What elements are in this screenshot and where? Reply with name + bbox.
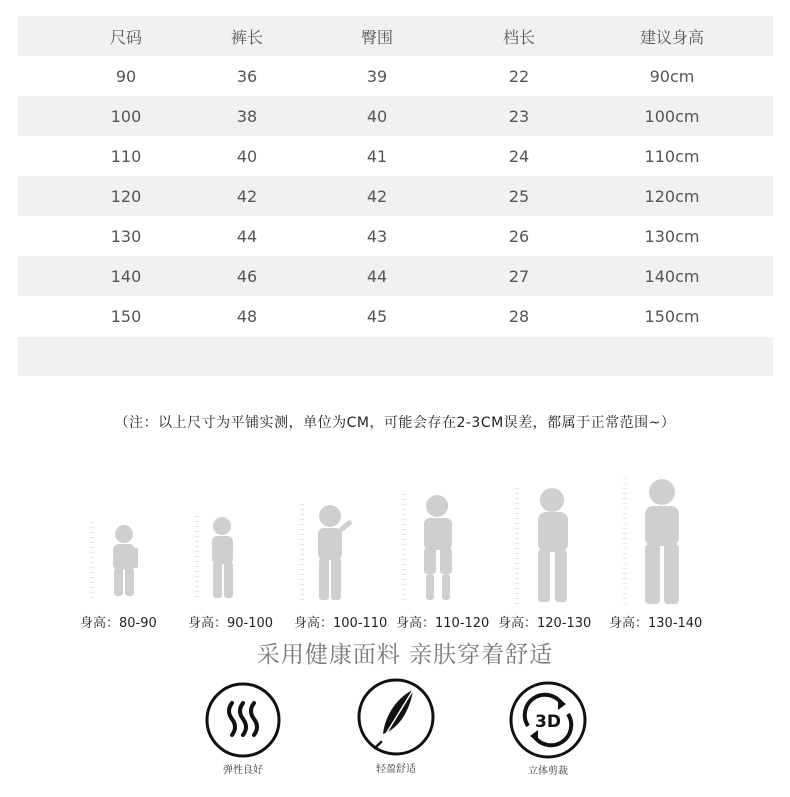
feature-lightweight-label: 轻盈舒适 (376, 764, 416, 775)
table-cell: 22 (508, 66, 530, 86)
table-cell: 120 (110, 186, 142, 206)
kid-figure-1 (92, 522, 138, 598)
table-cell: 39 (366, 66, 388, 86)
table-header-row (18, 16, 773, 56)
fabric-slogan: 采用健康面料 亲肤穿着舒适 (256, 642, 554, 668)
kid-figure-5 (517, 488, 568, 604)
table-cell: 43 (366, 226, 388, 246)
table-cell: 48 (236, 306, 258, 326)
table-cell: 45 (366, 306, 388, 326)
table-cell: 27 (508, 266, 530, 286)
measurement-note: （注：以上尺寸为平铺实测，单位为CM，可能会存在2-3CM误差，都属于正常范围~） (114, 415, 676, 431)
table-row (18, 96, 773, 136)
elastic-waves-icon (204, 681, 282, 759)
table-cell: 23 (508, 106, 530, 126)
table-cell: 130cm (644, 226, 700, 246)
height-label-6: 身高：130-140 (609, 616, 703, 631)
header-hip: 臀围 (360, 27, 394, 47)
feature-3d-cut-label: 立体剪裁 (528, 766, 568, 777)
height-label-1: 身高：80-90 (80, 616, 157, 631)
header-size: 尺码 (109, 27, 143, 47)
table-cell: 24 (508, 146, 530, 166)
table-cell: 36 (236, 66, 258, 86)
height-label-3: 身高：100-110 (294, 616, 388, 631)
table-cell: 120cm (644, 186, 700, 206)
3d-cut-icon (508, 680, 588, 760)
table-cell: 150cm (644, 306, 700, 326)
feather-icon (355, 676, 437, 758)
header-height: 建议身高 (639, 27, 705, 47)
table-cell: 130 (110, 226, 142, 246)
table-cell: 38 (236, 106, 258, 126)
table-cell: 42 (366, 186, 388, 206)
table-row (18, 296, 773, 336)
table-cell: 46 (236, 266, 258, 286)
table-cell: 44 (236, 226, 258, 246)
table-cell: 90cm (649, 66, 695, 86)
table-cell: 41 (366, 146, 388, 166)
3d-badge-text: 3D (535, 712, 561, 732)
table-cell: 26 (508, 226, 530, 246)
table-cell: 110 (110, 146, 142, 166)
table-cell: 90 (115, 66, 137, 86)
header-pants-length: 裤长 (230, 27, 264, 47)
table-row (18, 56, 773, 96)
kid-figure-4 (404, 494, 452, 602)
height-label-5: 身高：120-130 (498, 616, 592, 631)
kid-figure-6 (625, 478, 679, 606)
table-cell: 150 (110, 306, 142, 326)
table-cell: 44 (366, 266, 388, 286)
table-cell: 42 (236, 186, 258, 206)
feature-elastic-label: 弹性良好 (223, 765, 263, 776)
height-label-4: 身高：110-120 (396, 616, 490, 631)
table-row (18, 256, 773, 296)
table-cell: 100cm (644, 106, 700, 126)
kid-figure-2 (197, 516, 233, 600)
kid-figure-3 (302, 504, 353, 602)
table-cell: 25 (508, 186, 530, 206)
table-cell: 40 (366, 106, 388, 126)
table-cell: 110cm (644, 146, 700, 166)
table-row (18, 216, 773, 256)
table-row (18, 136, 773, 176)
table-cell: 40 (236, 146, 258, 166)
feature-elastic (183, 681, 303, 776)
feature-3d-cut (488, 680, 608, 777)
table-cell: 100 (110, 106, 142, 126)
table-cell: 28 (508, 306, 530, 326)
table-row (18, 176, 773, 216)
header-crotch: 档长 (502, 27, 536, 47)
table-cell: 140cm (644, 266, 700, 286)
size-table (18, 16, 773, 376)
table-cell: 140 (110, 266, 142, 286)
height-label-2: 身高：90-100 (188, 616, 274, 631)
feature-lightweight (336, 676, 456, 775)
table-empty-row (18, 337, 773, 376)
